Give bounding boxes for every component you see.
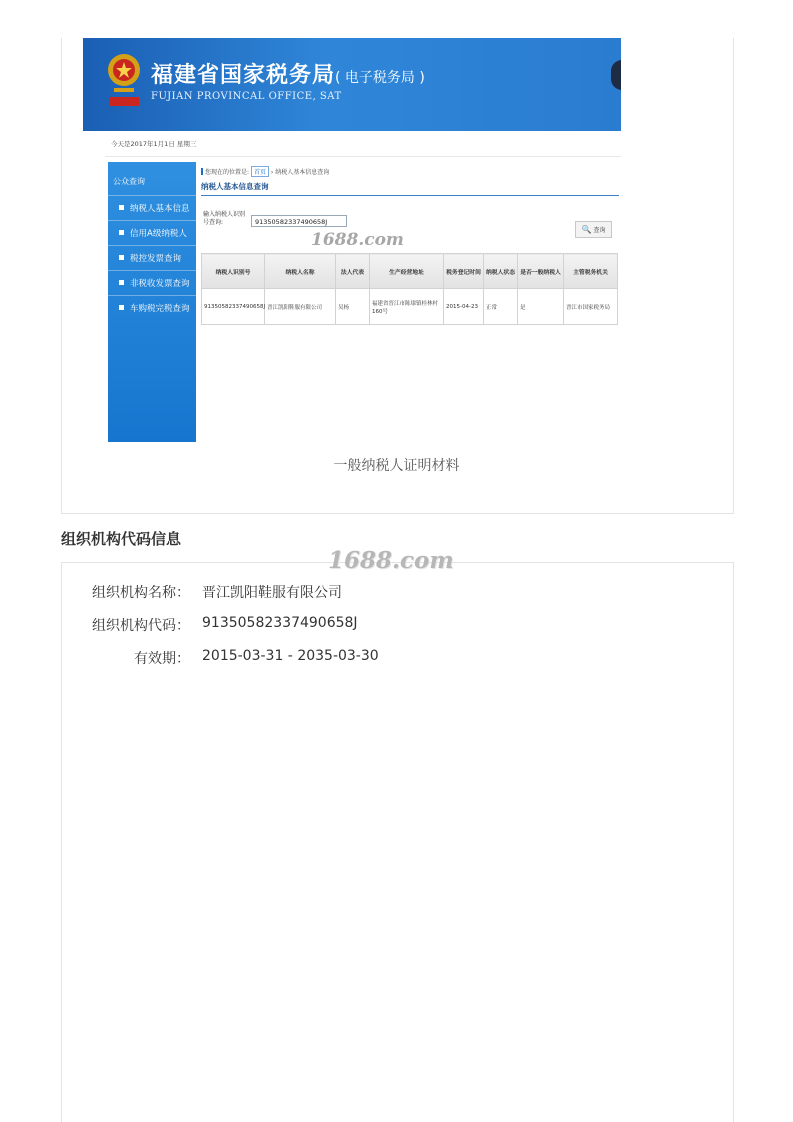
taxpayer-table bbox=[201, 253, 618, 325]
column-header: 纳税人识别号 bbox=[202, 254, 265, 289]
sidebar-item-label: 车购税完税查询 bbox=[130, 304, 190, 314]
table-cell: 吴杨 bbox=[336, 289, 370, 325]
magnifier-icon: 🔍 bbox=[581, 225, 592, 234]
sidebar-item-label: 税控发票查询 bbox=[130, 254, 182, 264]
validity-value: 2015-03-31 - 2035-03-30 bbox=[202, 648, 379, 664]
national-emblem-icon bbox=[105, 50, 143, 108]
table-header-row bbox=[202, 254, 618, 289]
table-cell: 正常 bbox=[484, 289, 518, 325]
org-name-label: 组织机构名称： bbox=[92, 585, 190, 601]
watermark-small: 1688.com bbox=[311, 230, 404, 250]
org-section-heading: 组织机构代码信息 bbox=[61, 530, 182, 548]
bullet-icon bbox=[119, 305, 124, 310]
sidebar-item-invoice[interactable] bbox=[108, 245, 196, 270]
watermark-large: 1688.com bbox=[328, 547, 454, 574]
table-row bbox=[202, 289, 618, 325]
tax-bureau-banner bbox=[83, 38, 621, 131]
org-info-frame bbox=[61, 562, 734, 1122]
bullet-icon bbox=[119, 230, 124, 235]
org-name-value: 晋江凯阳鞋服有限公司 bbox=[202, 585, 342, 601]
breadcrumb-marker bbox=[201, 168, 203, 175]
sidebar-heading: 公众查询 bbox=[113, 177, 145, 186]
breadcrumb-home-link[interactable]: 首页 bbox=[251, 166, 269, 177]
column-header: 纳税人名称 bbox=[265, 254, 336, 289]
bullet-icon bbox=[119, 255, 124, 260]
table-cell: 91350582337490658J bbox=[202, 289, 265, 325]
sidebar-item-label: 纳税人基本信息 bbox=[130, 204, 190, 214]
query-section-title: 纳税人基本信息查询 bbox=[201, 181, 619, 196]
sidebar-item-nontax-invoice[interactable] bbox=[108, 270, 196, 295]
breadcrumb-current: › 纳税人基本信息查询 bbox=[270, 169, 330, 176]
org-name-row bbox=[62, 582, 733, 602]
date-text: 今天是2017年1月1日 星期三 bbox=[111, 140, 197, 148]
sidebar-item-label: 非税收发票查询 bbox=[130, 279, 190, 289]
taxpayer-id-input[interactable]: 91350582337490658J bbox=[251, 215, 347, 227]
org-code-value: 91350582337490658J bbox=[202, 615, 358, 631]
date-bar bbox=[105, 131, 621, 157]
banner-side-decoration bbox=[611, 60, 621, 90]
table-cell: 晋江凯阳鞋服有限公司 bbox=[265, 289, 336, 325]
breadcrumb-prefix: 您现在的位置是: bbox=[205, 169, 250, 176]
banner-english-name: FUJIAN PROVINCAL OFFICE, SAT bbox=[151, 91, 342, 102]
sidebar-item-vehicle-tax[interactable] bbox=[108, 295, 196, 320]
query-button-label: 查询 bbox=[593, 227, 606, 234]
banner-title: 福建省国家税务局( 电子税务局 ) bbox=[151, 63, 425, 88]
column-header: 纳税人状态 bbox=[484, 254, 518, 289]
image-caption: 一般纳税人证明材料 bbox=[333, 458, 460, 474]
query-content bbox=[198, 157, 621, 442]
validity-row bbox=[62, 648, 733, 668]
bullet-icon bbox=[119, 280, 124, 285]
breadcrumb bbox=[201, 166, 329, 177]
table-cell: 2015-04-23 bbox=[444, 289, 484, 325]
query-button[interactable] bbox=[575, 221, 612, 238]
org-code-row bbox=[62, 615, 733, 635]
validity-label: 有效期： bbox=[134, 651, 190, 667]
table-cell: 晋江市国家税务局 bbox=[564, 289, 618, 325]
column-header: 生产经营地址 bbox=[370, 254, 444, 289]
sidebar-item-credit-a[interactable] bbox=[108, 220, 196, 245]
org-code-label: 组织机构代码： bbox=[92, 618, 190, 634]
sidebar-item-label: 信用A级纳税人 bbox=[130, 229, 187, 239]
column-header: 法人代表 bbox=[336, 254, 370, 289]
column-header: 是否一般纳税人 bbox=[518, 254, 564, 289]
query-label: 输入纳税人识别号查询: bbox=[203, 211, 246, 226]
table-cell: 福建省晋江市陈埭镇桂林村160号 bbox=[370, 289, 444, 325]
query-sidebar bbox=[108, 162, 196, 442]
column-header: 主管税务机关 bbox=[564, 254, 618, 289]
table-cell: 是 bbox=[518, 289, 564, 325]
bullet-icon bbox=[119, 205, 124, 210]
column-header: 税务登记时间 bbox=[444, 254, 484, 289]
banner-subtitle: ( 电子税务局 ) bbox=[335, 70, 425, 86]
sidebar-item-taxpayer-info[interactable] bbox=[108, 195, 196, 220]
